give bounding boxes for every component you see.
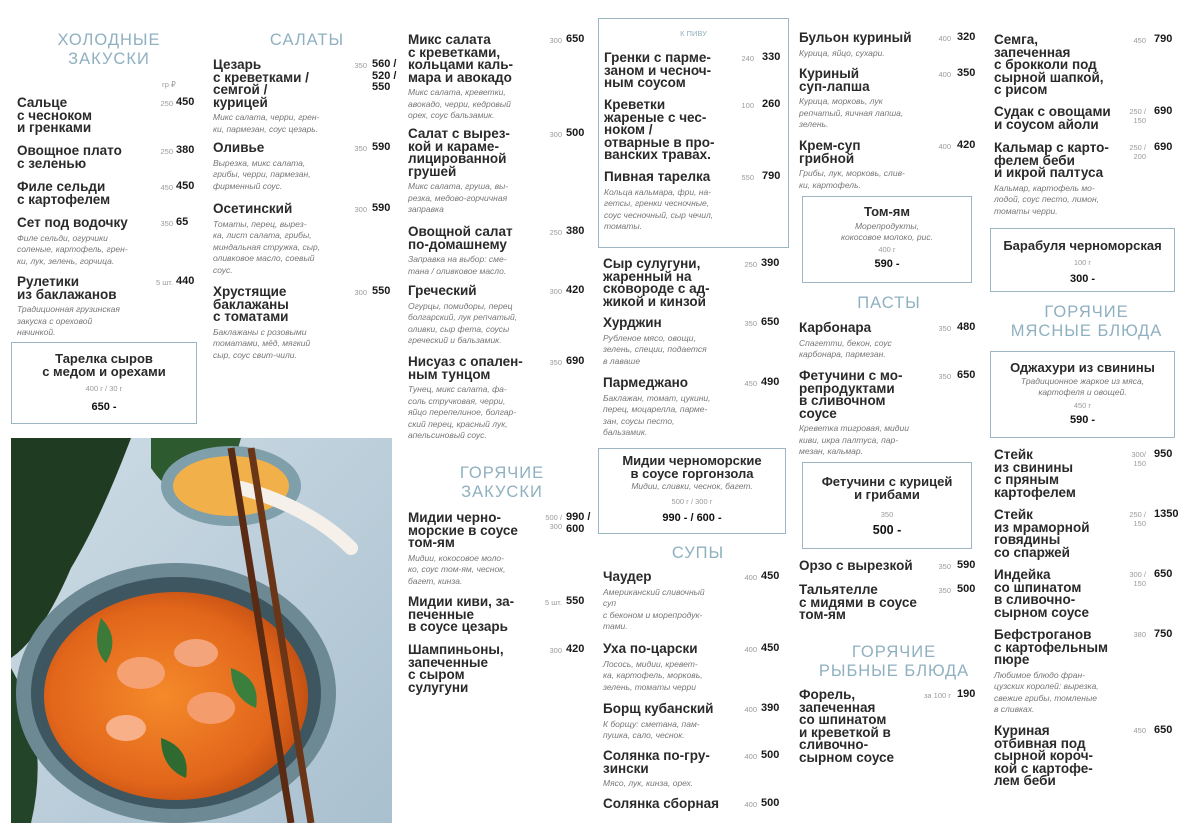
menu-item <box>17 217 197 267</box>
item-description: Мидии, кокосовое моло- ко, соус том-ям, чеснок, багет, кинза. <box>408 552 506 586</box>
item-weight: 300 <box>549 130 562 139</box>
item-price: 440 <box>176 275 195 287</box>
box-description: Традиционное жаркое из мяса, картофеля и овощей. <box>1020 376 1145 397</box>
item-price: 650 <box>1154 724 1173 736</box>
menu-item <box>603 317 788 367</box>
item-weight: 350 <box>354 144 367 153</box>
item-weight: 250 <box>744 260 757 269</box>
item-price: 380 <box>176 144 195 156</box>
item-name: Овощное плато с зеленью <box>17 143 122 171</box>
item-price: 550 <box>372 285 391 297</box>
item-description: Микс салата, черри, грен- ки, пармезан, соус цезарь. <box>213 112 320 134</box>
item-description: Кальмар, картофель мо- лодой, соус песто, лимон, томаты черри. <box>994 182 1100 216</box>
item-price: 790 <box>1154 33 1173 45</box>
menu-item <box>408 285 593 347</box>
item-weight: 240 <box>741 54 754 63</box>
box-price: 300 - <box>1069 273 1096 285</box>
item-price: 500 <box>761 749 780 761</box>
item-price: 550 <box>566 595 585 607</box>
box-weight: 450 г <box>1073 401 1092 410</box>
item-name: Салат с вырез- кой и караме- лицированной грушей <box>408 126 510 179</box>
item-name: Греческий <box>408 283 477 298</box>
item-weight: за 100 г <box>923 691 951 700</box>
item-name: Стейк из свинины с пряным картофелем <box>994 447 1076 500</box>
item-name: Куриный суп-лапша <box>799 66 870 94</box>
menu-item <box>603 643 788 693</box>
item-name: Тальятелле с мидями в соусе том-ям <box>799 582 917 622</box>
box-price: 650 - <box>91 401 117 413</box>
menu-item <box>17 145 197 170</box>
item-name: Сет под водочку <box>17 215 128 230</box>
menu-item <box>408 226 593 277</box>
menu-item <box>213 203 403 276</box>
item-description: Заправка на выбор: сме- тана / оливковое масло. <box>408 254 507 276</box>
item-weight: 500 / 300 <box>545 513 562 531</box>
mussels-gorgonzola-box <box>598 448 786 534</box>
box-title: Оджахури из свинины <box>1010 360 1155 375</box>
item-name: Чаудер <box>603 569 652 584</box>
item-description: Томаты, перец, вырез- ка, лист салата, грибы, миндальная стружка, сыр, оливковое масло, соевый соус. <box>213 218 321 275</box>
item-name: Цезарь с креветками / семгой / курицей <box>213 57 309 110</box>
menu-item <box>17 97 197 135</box>
item-price: 590 <box>372 141 391 153</box>
item-price: 500 <box>957 583 976 595</box>
item-description: Американский сливочный суп с беконом и морепродук- тами. <box>603 586 705 631</box>
item-name: Уха по-царски <box>603 641 698 656</box>
item-price: 420 <box>957 139 976 151</box>
item-weight: 100 <box>741 101 754 110</box>
box-weight: 400 г / 30 г <box>85 384 123 393</box>
item-name: Бефстроганов с картофельным пюре <box>994 627 1108 667</box>
item-price: 450 <box>176 180 195 192</box>
menu-item <box>408 34 593 122</box>
item-name: Куриная отбивная под сырной короч- кой с картофе- лем беби <box>994 723 1094 788</box>
item-price: 420 <box>566 643 585 655</box>
item-price: 690 <box>566 355 585 367</box>
item-name: Фетучини с мо- репродуктами в сливочном соусе <box>799 368 903 421</box>
item-name: Кальмар с карто- фелем беби и икрой палтуса <box>994 140 1109 180</box>
item-name: Хурджин <box>603 315 662 330</box>
section-title-hot-starters: ГОРЯЧИЕ ЗАКУСКИ <box>459 464 545 501</box>
item-price: 380 <box>566 225 585 237</box>
menu-item <box>799 32 979 59</box>
box-weight: 100 г <box>1073 258 1092 267</box>
item-name: Хрустящие баклажаны с томатами <box>213 284 289 324</box>
item-weight: 250 <box>160 147 173 156</box>
item-description: Курица, морковь, лук репчатый, яичная лапша, зелень. <box>799 96 904 129</box>
item-weight: 450 <box>160 183 173 192</box>
box-price: 590 - <box>874 258 900 270</box>
box-price: 990 - / 600 - <box>662 512 722 524</box>
menu-item <box>408 128 593 216</box>
menu-item <box>799 370 979 458</box>
item-name: Мидии киви, за- печенные в соусе цезарь <box>408 594 515 634</box>
item-name: Рулетики из баклажанов <box>17 274 117 302</box>
item-price: 590 <box>372 202 391 214</box>
barabulya-box <box>990 228 1175 292</box>
item-price: 450 <box>761 642 780 654</box>
beer-section-title: К ПИВУ <box>680 29 707 38</box>
item-weight: 300/ 150 <box>1131 450 1146 468</box>
item-name: Бульон куриный <box>799 30 912 45</box>
box-title: Барабуля черноморская <box>1003 238 1162 253</box>
item-weight: 400 <box>938 34 951 43</box>
section-title-meat: ГОРЯЧИЕ МЯСНЫЕ БЛЮДА <box>1010 303 1163 340</box>
menu-item <box>799 68 979 131</box>
item-weight: 380 <box>1133 630 1146 639</box>
box-description: Мидии, сливки, чеснок, багет. <box>631 481 753 491</box>
menu-item <box>994 142 1174 217</box>
item-price: 950 <box>1154 448 1173 460</box>
item-name: Борщ кубанский <box>603 701 714 716</box>
tom-yam-box <box>802 196 972 283</box>
cheese-plate-box <box>11 342 197 424</box>
item-name: Креветки жареные с чес- ноком / отварные в про- ванских травах. <box>604 97 715 162</box>
menu-item <box>603 750 788 790</box>
item-name: Орзо с вырезкой <box>799 558 913 573</box>
item-weight: 300 <box>354 205 367 214</box>
item-weight: 400 <box>744 752 757 761</box>
menu-item <box>994 449 1174 499</box>
box-weight: 350 <box>880 510 894 519</box>
item-description: Вырезка, микс салата, грибы, черри, пармезан, фирменный соус. <box>213 157 311 191</box>
item-price: 650 <box>761 316 780 328</box>
item-name: Оливье <box>213 140 265 155</box>
menu-item <box>604 171 786 233</box>
menu-item <box>994 569 1174 619</box>
item-weight: 5 шт. <box>156 278 173 287</box>
box-title: Том-ям <box>863 204 911 219</box>
item-name: Сальце с чесноком и гренками <box>17 95 92 135</box>
item-description: Микс салата, груша, вы- резка, медово-горчичная заправка <box>408 181 509 214</box>
item-price: 690 <box>1154 141 1173 153</box>
box-description: Морепродукты, кокосовое молоко, рис. <box>841 221 933 242</box>
item-price: 500 <box>566 127 585 139</box>
item-price: 560 / 520 / 550 <box>372 58 397 93</box>
menu-item <box>799 584 979 622</box>
item-price: 990 / 600 <box>566 511 591 535</box>
menu-item <box>408 644 593 694</box>
section-title-fish: ГОРЯЧИЕ РЫБНЫЕ БЛЮДА <box>818 643 970 680</box>
item-weight: 400 <box>744 800 757 809</box>
menu-item <box>799 560 979 573</box>
item-description: Огурцы, помидоры, перец болгарский, лук репчатый, оливки, сыр фета, соусы греческий и бальзамик. <box>408 300 518 345</box>
item-name: Шампиньоны, запеченные с сыром сулугуни <box>408 642 504 695</box>
item-price: 690 <box>1154 105 1173 117</box>
item-weight: 250 / 150 <box>1129 510 1146 528</box>
item-description: Филе сельди, огурчики соленые, картофель, грен- ки, лук, зелень, горчица. <box>17 232 128 266</box>
item-name: Гренки с парме- заном и чесноч- ным соусом <box>604 50 712 90</box>
item-weight: 400 <box>938 70 951 79</box>
box-title: Мидии черноморские в соусе горгонзола <box>622 453 762 481</box>
menu-item <box>994 507 1179 560</box>
item-description: Рубленое мясо, овощи, зелень, специи, подается в лаваше <box>603 332 707 366</box>
item-description: Любимое блюдо фран- цузских королей: вырезка, свежие грибы, томленые в сливках. <box>994 669 1099 714</box>
item-weight: 300 <box>549 36 562 45</box>
item-price: 350 <box>957 67 976 79</box>
item-price: 790 <box>762 170 781 182</box>
item-name: Крем-суп грибной <box>799 138 861 166</box>
item-price: 750 <box>1154 628 1173 640</box>
item-price: 590 <box>957 559 976 571</box>
menu-item <box>213 59 403 135</box>
menu-item <box>994 725 1174 788</box>
menu-item <box>604 52 786 90</box>
item-weight: 350 <box>354 61 367 70</box>
item-name: Семга, запеченная с брокколи под сырной шапкой, с рисом <box>994 32 1104 97</box>
food-photo <box>11 438 392 823</box>
item-price: 450 <box>761 570 780 582</box>
item-price: 480 <box>957 321 976 333</box>
section-title-salads: САЛАТЫ <box>269 31 345 49</box>
box-price: 590 - <box>1069 414 1096 426</box>
item-weight: 450 <box>1133 36 1146 45</box>
menu-item <box>799 689 979 764</box>
box-title: Тарелка сыров с медом и орехами <box>42 351 166 379</box>
item-price: 65 <box>176 216 189 228</box>
item-price: 1350 <box>1154 508 1179 520</box>
menu-item <box>604 99 786 162</box>
item-name: Форель, запеченная со шпинатом и креветкой в сливочно- сырном соусе <box>799 687 895 765</box>
tom-yam-soup-illustration <box>11 438 392 823</box>
box-title: Фетучини с курицей и грибами <box>821 474 953 502</box>
item-name: Овощной салат по-домашнему <box>408 224 513 252</box>
item-weight: 350 <box>938 324 951 333</box>
item-price: 450 <box>176 96 195 108</box>
item-name: Микс салата с креветками, кольцами каль- мара и авокадо <box>408 32 514 85</box>
item-description: Спагетти, бекон, соус карбонара, пармезан. <box>799 337 892 359</box>
menu-item <box>994 34 1174 97</box>
menu-item <box>408 596 593 634</box>
item-weight: 250 <box>160 99 173 108</box>
item-weight: 450 <box>744 379 757 388</box>
item-description: Кольца кальмара, фри, на- гетсы, гренки чесночные, соус чесночный, сыр чечил, томаты. <box>604 186 714 231</box>
item-price: 490 <box>761 376 780 388</box>
item-name: Мидии черно- морские в соусе том-ям <box>408 510 518 550</box>
item-description: Грибы, лук, морковь, слив- ки, картофель. <box>799 168 905 190</box>
item-weight: 300 <box>549 287 562 296</box>
item-weight: 400 <box>744 573 757 582</box>
item-price: 650 <box>957 369 976 381</box>
item-weight: 350 <box>938 562 951 571</box>
item-description: Традиционная грузинская закуска с ореховой начинкой. <box>17 304 120 337</box>
item-weight: 5 шт. <box>545 598 562 607</box>
item-weight: 250 / 200 <box>1129 143 1146 161</box>
menu-item <box>17 181 197 206</box>
box-weight: 500 г / 300 г <box>671 497 713 506</box>
item-name: Сыр сулугуни, жаренный на сковороде с ад- жикой и кинзой <box>603 256 710 309</box>
menu-item <box>603 377 788 439</box>
menu-item <box>408 356 593 442</box>
item-price: 500 <box>761 797 780 809</box>
item-weight: 300 / 150 <box>1129 570 1146 588</box>
item-name: Пармеджано <box>603 375 688 390</box>
menu-item <box>603 703 788 742</box>
item-price: 650 <box>1154 568 1173 580</box>
box-weight: 400 г <box>878 245 896 254</box>
section-title-soups: СУПЫ <box>671 544 725 562</box>
item-description: Баклажан, томат, цукини, перец, моцарелла, парме- зан, соусы песто, бальзамик. <box>603 392 711 437</box>
item-weight: 350 <box>160 219 173 228</box>
item-name: Осетинский <box>213 201 293 216</box>
odjahuri-box <box>990 351 1175 438</box>
item-name: Солянка сборная <box>603 796 719 811</box>
item-weight: 300 <box>354 288 367 297</box>
item-description: Креветка тигровая, мидии киви, икра палтуса, пар- мезан, кальмар. <box>799 423 909 456</box>
menu-item <box>603 798 788 811</box>
item-price: 190 <box>957 688 976 700</box>
menu-item <box>603 571 788 633</box>
item-description: Баклажаны с розовыми томатами, мёд, мягкий сыр, соус свит-чили. <box>213 326 311 360</box>
item-name: Стейк из мраморной говядины со спаржей <box>994 507 1090 560</box>
menu-item <box>17 276 197 339</box>
item-weight: 400 <box>938 142 951 151</box>
item-description: Лосось, мидии, кревет- ка, картофель, морковь, зелень, томаты черри <box>603 658 703 692</box>
item-description: Мясо, лук, кинза, орех. <box>603 778 694 788</box>
units-label: гр ₽ <box>162 80 176 89</box>
item-weight: 400 <box>744 645 757 654</box>
item-weight: 350 <box>744 319 757 328</box>
menu-item <box>603 258 788 308</box>
item-description: Тунец, микс салата, фа- соль стручковая, черри, яйцо перепелиное, болгар- ский перец, красный лук, апельсиновый соус. <box>408 384 517 440</box>
item-weight: 250 <box>549 228 562 237</box>
item-name: Пивная тарелка <box>604 169 711 184</box>
menu-item <box>213 286 403 361</box>
fettuccine-chicken-box <box>802 462 972 549</box>
menu-item <box>799 322 979 361</box>
item-description: Курица, яйцо, сухари. <box>799 47 885 58</box>
item-weight: 450 <box>1133 726 1146 735</box>
menu-item <box>213 142 403 192</box>
item-weight: 350 <box>938 586 951 595</box>
menu-item <box>994 106 1174 131</box>
item-name: Филе сельди с картофелем <box>17 179 111 207</box>
menu-item <box>994 629 1174 716</box>
item-price: 260 <box>762 98 781 110</box>
item-weight: 300 <box>549 646 562 655</box>
section-title-pastas: ПАСТЫ <box>857 294 921 312</box>
section-title-cold: ХОЛОДНЫЕ ЗАКУСКИ <box>57 31 161 68</box>
item-weight: 400 <box>744 705 757 714</box>
item-price: 330 <box>762 51 781 63</box>
item-price: 320 <box>957 31 976 43</box>
beer-snacks-box <box>598 18 789 248</box>
menu-item <box>408 512 593 587</box>
item-price: 390 <box>761 257 780 269</box>
item-weight: 350 <box>549 358 562 367</box>
item-name: Карбонара <box>799 320 872 335</box>
item-price: 650 <box>566 33 585 45</box>
item-weight: 550 <box>741 173 754 182</box>
item-name: Нисуаз с опален- ным тунцом <box>408 354 523 382</box>
item-weight: 350 <box>938 372 951 381</box>
box-price: 500 - <box>872 523 902 537</box>
menu-item <box>799 140 979 191</box>
item-name: Судак с овощами и соусом айоли <box>994 104 1111 132</box>
item-description: К борщу: сметана, пам- пушка, сало, чеснок. <box>603 718 700 740</box>
item-description: Микс салата, креветки, авокадо, черри, кедровый орех, соус бальзамик. <box>408 87 511 120</box>
item-name: Солянка по-гру- зински <box>603 748 710 776</box>
item-weight: 250 / 150 <box>1129 107 1146 125</box>
item-name: Индейка со шпинатом в сливочно- сырном соусе <box>994 567 1090 620</box>
item-price: 420 <box>566 284 585 296</box>
item-price: 390 <box>761 702 780 714</box>
